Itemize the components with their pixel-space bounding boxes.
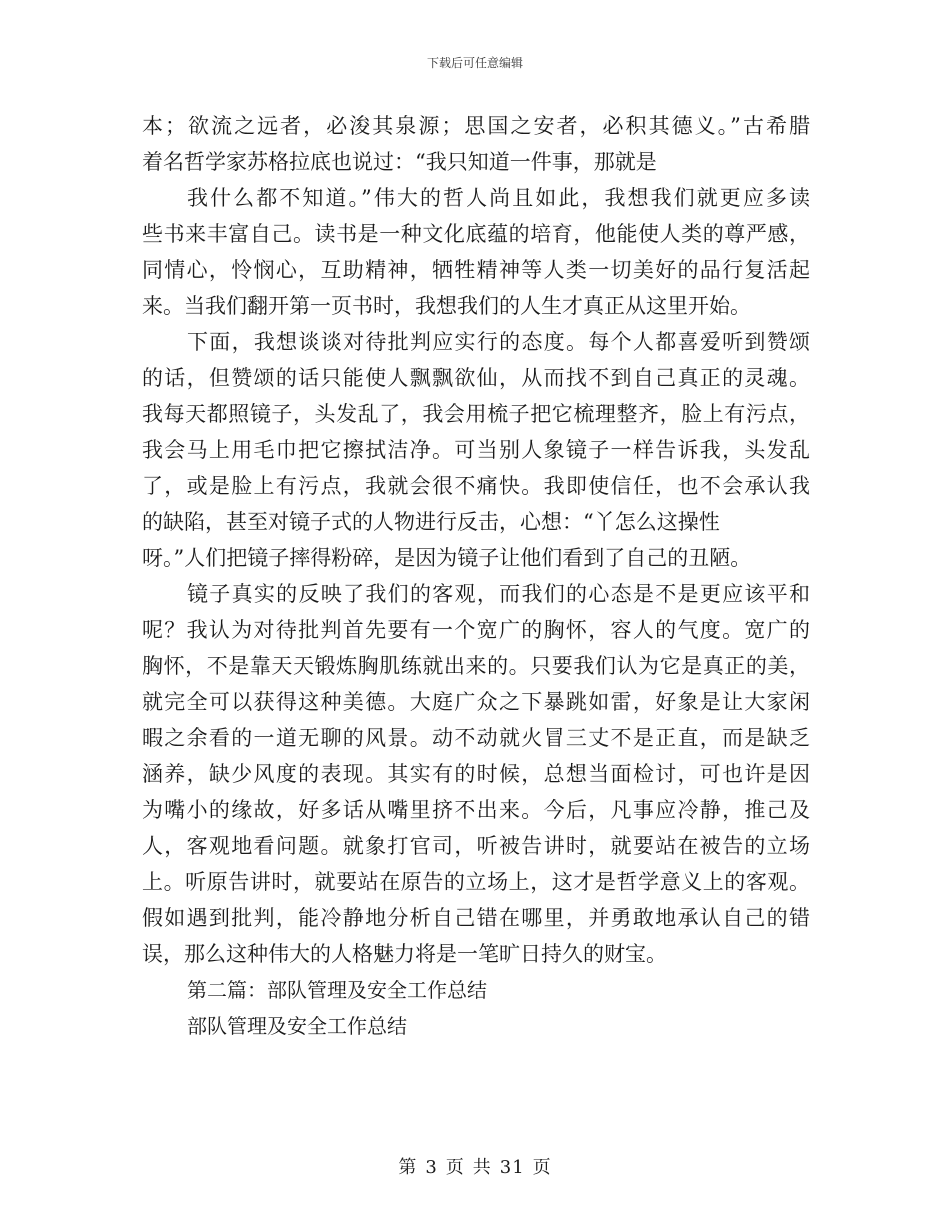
text-line: 呢？我认为对待批判首先要有一个宽广的胸怀，容人的气度。宽广的 bbox=[142, 618, 810, 642]
page-footer bbox=[0, 1153, 950, 1179]
text-line: 误，那么这种伟大的人格魅力将是一笔旷日持久的财宝。 bbox=[142, 942, 667, 966]
text-line: 些书来丰富自己。读书是一种文化底蕴的培育，他能使人类的尊严感， bbox=[142, 222, 810, 246]
text-line: 假如遇到批判，能冷静地分析自己错在哪里，并勇敢地承认自己的错 bbox=[142, 906, 810, 930]
total-label: 共 bbox=[472, 1157, 492, 1178]
text-line: 涵养，缺少风度的表现。其实有的时候，总想当面检讨，可也许是因 bbox=[142, 762, 810, 786]
text-line: 人，客观地看问题。就象打官司，听被告讲时，就要站在被告的立场 bbox=[142, 834, 810, 858]
text-line: 来。当我们翻开第一页书时，我想我们的人生才真正从这里开始。 bbox=[142, 294, 751, 318]
page-header: 下载后可任意编辑 bbox=[426, 56, 523, 70]
text-line: 同情心，怜悯心，互助精神，牺牲精神等人类一切美好的品行复活起 bbox=[142, 258, 810, 282]
text-line: 下面，我想谈谈对待批判应实行的态度。每个人都喜爱听到赞颂 bbox=[187, 330, 810, 354]
page-number: 3 bbox=[425, 1157, 438, 1178]
text-line: 了，或是脸上有污点，我就会很不痛快。我即使信任，也不会承认我 bbox=[142, 474, 810, 498]
text-line: 胸怀，不是靠天天锻炼胸肌练就出来的。只要我们认为它是真正的美， bbox=[142, 654, 810, 678]
text-line: 我每天都照镜子，头发乱了，我会用梳子把它梳理整齐，脸上有污点， bbox=[142, 402, 810, 426]
section-heading: 第二篇：部队管理及安全工作总结 bbox=[187, 978, 487, 1002]
section-subheading: 部队管理及安全工作总结 bbox=[187, 1014, 407, 1038]
page-label-suffix: 页 bbox=[532, 1157, 552, 1178]
text-line: 的缺陷，甚至对镜子式的人物进行反击，心想：“丫怎么这操性 bbox=[142, 510, 720, 534]
text-line: 我会马上用毛巾把它擦拭洁净。可当别人象镜子一样告诉我，头发乱 bbox=[142, 438, 810, 462]
text-line: 本；欲流之远者，必浚其泉源；思国之安者，必积其德义。”古希腊 bbox=[142, 114, 810, 138]
text-line: 为嘴小的缘故，好多话从嘴里挤不出来。今后，凡事应冷静，推己及 bbox=[142, 798, 810, 822]
text-line: 就完全可以获得这种美德。大庭广众之下暴跳如雷，好象是让大家闲 bbox=[142, 690, 810, 714]
text-line: 的话，但赞颂的话只能使人飘飘欲仙，从而找不到自己真正的灵魂。 bbox=[142, 366, 810, 390]
total-pages: 31 bbox=[499, 1157, 525, 1178]
text-line: 着名哲学家苏格拉底也说过：“我只知道一件事，那就是 bbox=[142, 150, 657, 174]
page-label-prefix: 第 bbox=[398, 1157, 418, 1178]
text-line: 镜子真实的反映了我们的客观，而我们的心态是不是更应该平和 bbox=[187, 582, 810, 606]
text-line: 上。听原告讲时，就要站在原告的立场上，这才是哲学意义上的客观。 bbox=[142, 870, 810, 894]
text-line: 呀。”人们把镜子摔得粉碎，是因为镜子让他们看到了自己的丑陋。 bbox=[142, 546, 752, 570]
text-line: 我什么都不知道。”伟大的哲人尚且如此，我想我们就更应多读 bbox=[187, 186, 810, 210]
text-line: 暇之余看的一道无聊的风景。动不动就火冒三丈不是正直，而是缺乏 bbox=[142, 726, 810, 750]
page-label-mid: 页 bbox=[445, 1157, 465, 1178]
document-body bbox=[142, 108, 810, 1044]
